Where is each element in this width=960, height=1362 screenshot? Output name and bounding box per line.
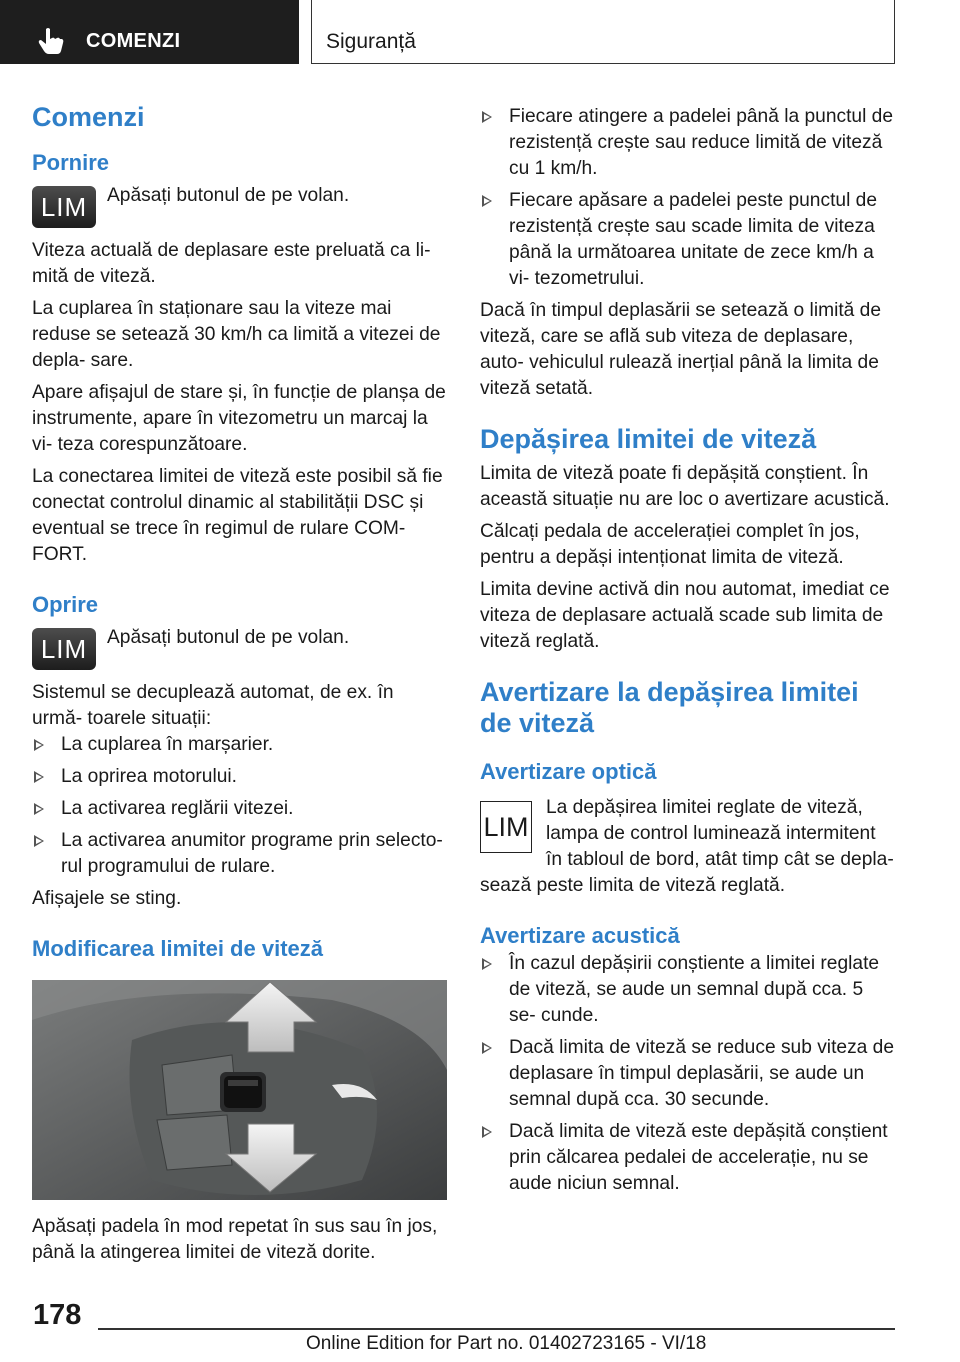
oprire-intro: Sistemul se decuplează automat, de ex. în urmă‐ toarele situații: xyxy=(32,682,394,729)
lim-button-icon: LIM xyxy=(32,628,96,670)
heading-modificarea: Modificarea limitei de viteză xyxy=(32,936,323,961)
lim-button-icon: LIM xyxy=(32,186,96,228)
acustica-list xyxy=(480,951,895,1197)
page-title: Comenzi xyxy=(32,102,145,132)
list-item: La activarea anumitor programe prin selecto‐ rul programului de rulare. xyxy=(32,828,447,880)
triangle-bullet-icon xyxy=(482,111,492,123)
pornire-paragraph-1: Viteza actuală de deplasare este preluată ca li‐ mită de viteză. xyxy=(32,240,431,287)
oprire-outro: Afișajele se sting. xyxy=(32,888,182,909)
list-item: Dacă limita de viteză se reduce sub viteza de deplasare în timpul deplasării, se aude un semnal după cca. 30 secunde. xyxy=(480,1035,895,1113)
oprire-button-row xyxy=(32,628,447,672)
triangle-bullet-icon xyxy=(34,739,44,751)
right-column xyxy=(480,104,895,1197)
triangle-bullet-icon xyxy=(482,1042,492,1054)
pornire-paragraph-2: La cuplarea în staționare sau la viteze mai reduse se setează 30 km/h ca limită a vitezei de depla‐ sare. xyxy=(32,298,441,371)
pornire-button-text: Apăsați butonul de pe volan. xyxy=(107,185,350,206)
footer-divider xyxy=(98,1328,895,1330)
modificarea-list xyxy=(480,104,895,292)
triangle-bullet-icon xyxy=(34,771,44,783)
section-title: Siguranță xyxy=(326,30,416,53)
triangle-bullet-icon xyxy=(482,1126,492,1138)
modificarea-text: Dacă în timpul deplasării se setează o limită de viteză, care se află sub viteza de deplasare, auto‐ vehiculul rulează inerțial până la limita de viteză setată. xyxy=(480,300,882,399)
pornire-paragraph-3: Apare afișajul de stare și, în funcție de planșa de instrumente, apare în vitezometru un marcaj la vi‐ teza corespunzătoare. xyxy=(32,382,446,455)
hand-pointer-icon xyxy=(38,27,64,55)
chapter-tab-label: COMENZI xyxy=(86,30,181,52)
page-number: 178 xyxy=(33,1299,82,1331)
chapter-tab[interactable] xyxy=(0,0,299,64)
pornire-button-row xyxy=(32,186,447,230)
oprire-button-text: Apăsați butonul de pe volan. xyxy=(107,627,350,648)
pornire-paragraph-4: La conectarea limitei de viteză este posibil să fie conectat controlul dinamic al stabilității DSC și eventual se trece în regimul de rulare COM‐ FORT. xyxy=(32,466,443,565)
footer-edition: Online Edition for Part no. 01402723165 - VI/18 xyxy=(306,1333,707,1354)
list-item: La cuplarea în marșarier. xyxy=(32,732,447,758)
optica-block xyxy=(480,795,895,899)
list-item: Dacă limita de viteză este depășită conștient prin călcarea pedalei de accelerație, nu se aude niciun semnal. xyxy=(480,1119,895,1197)
oprire-list xyxy=(32,732,447,880)
optica-text: La depășirea limitei reglate de viteză, lampa de control luminează intermitent în tabloul de bord, atât timp cât se depla‐ sează peste limita de viteză reglată. xyxy=(480,797,894,896)
triangle-bullet-icon xyxy=(34,803,44,815)
list-item: În cazul depășirii conștiente a limitei reglate de viteză, se aude un semnal după cca. 5 se‐ cunde. xyxy=(480,951,895,1029)
triangle-bullet-icon xyxy=(482,195,492,207)
left-column xyxy=(32,100,447,1266)
heading-pornire: Pornire xyxy=(32,150,110,175)
triangle-bullet-icon xyxy=(482,958,492,970)
list-item: Fiecare atingere a padelei până la punctul de rezistență crește sau reduce limită de viteză cu 1 km/h. xyxy=(480,104,895,182)
depasirea-paragraph-2: Călcați pedala de accelerației complet în jos, pentru a depăși intenționat limita de viteză. xyxy=(480,521,860,568)
list-item: La activarea reglării vitezei. xyxy=(32,796,447,822)
list-item: Fiecare apăsare a padelei peste punctul de rezistență crește sau scade limita de viteza până la următoarea unitate de zece km/h a vi‐ tezometrului. xyxy=(480,188,895,292)
steering-wheel-paddle-image xyxy=(32,980,447,1200)
heading-avertizare-optica: Avertizare optică xyxy=(480,759,657,784)
triangle-bullet-icon xyxy=(34,835,44,847)
list-item: La oprirea motorului. xyxy=(32,764,447,790)
depasirea-paragraph-1: Limita de viteză poate fi depășită conștient. În această situație nu are loc o avertizare acustică. xyxy=(480,463,890,510)
depasirea-paragraph-3: Limita devine activă din nou automat, imediat ce viteza de deplasare actuală scade sub limita de viteză reglată. xyxy=(480,579,890,652)
lim-indicator-lamp-icon: LIM xyxy=(480,801,532,853)
heading-avertizare: Avertizare la depășirea limitei de viteză xyxy=(480,677,859,738)
heading-oprire: Oprire xyxy=(32,592,99,617)
modificarea-caption: Apăsați padela în mod repetat în sus sau în jos, până la atingerea limitei de viteză dorite. xyxy=(32,1216,438,1263)
heading-depasirea: Depășirea limitei de viteză xyxy=(480,424,817,454)
heading-avertizare-acustica: Avertizare acustică xyxy=(480,923,680,948)
